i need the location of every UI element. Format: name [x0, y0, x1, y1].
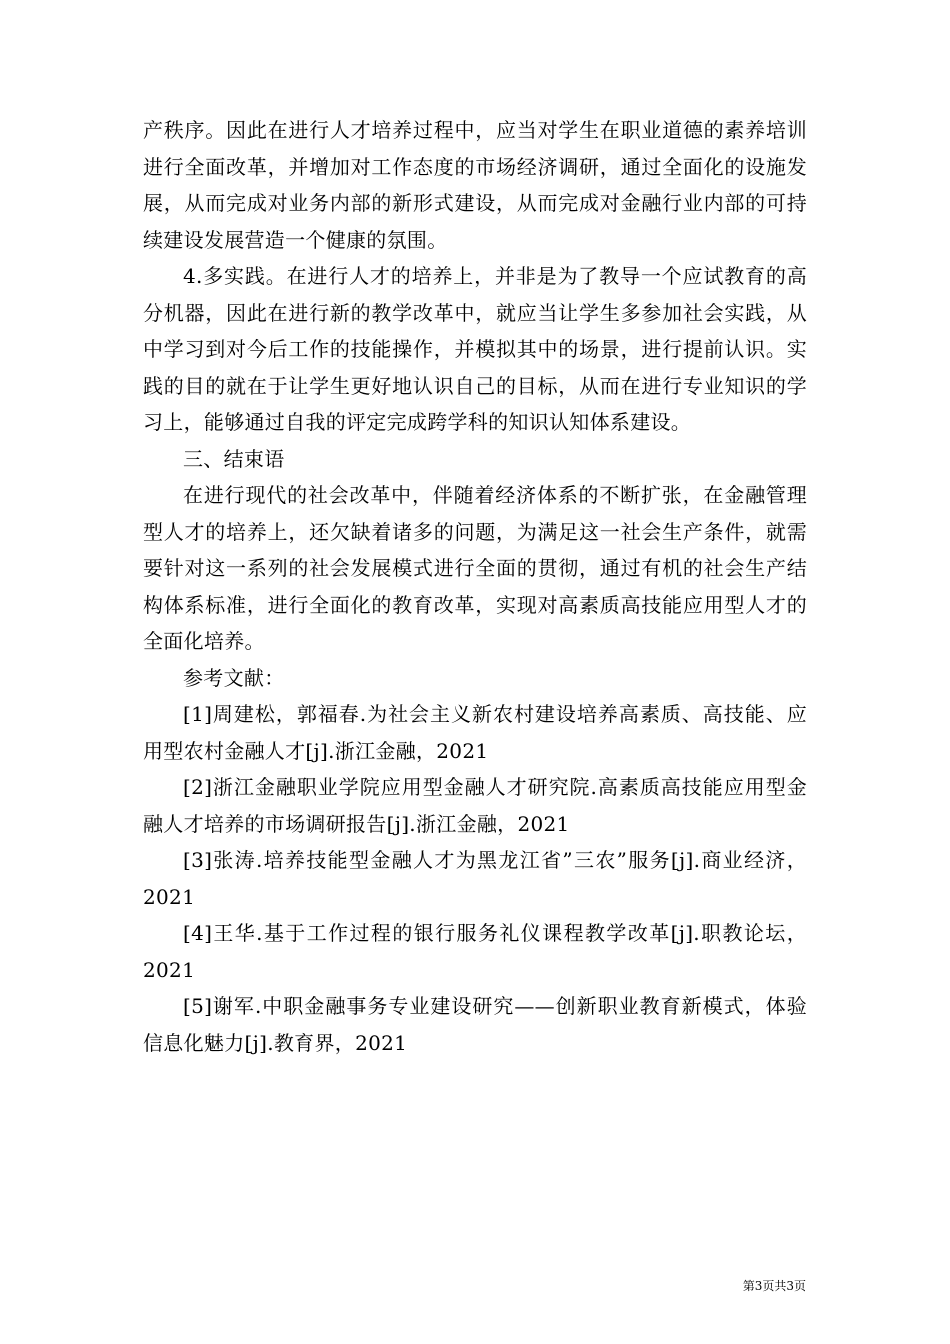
paragraph-continuation: 产秩序。因此在进行人才培养过程中，应当对学生在职业道德的素养培训进行全面改革，并增加对工作态度的市场经济调研，通过全面化的设施发展，从而完成对业务内部的新形式建设，从而完成对金融行业内部的可持续建设发展营造一个健康的氛围。 — [143, 118, 807, 252]
document-body — [143, 112, 807, 1061]
reference-item: [1]周建松，郭福春.为社会主义新农村建设培养高素质、高技能、应用型农村金融人才[j].浙江金融，2021 — [143, 702, 807, 763]
reference-item: [5]谢军.中职金融事务专业建设研究——创新职业教育新模式，体验信息化魅力[j].教育界，2021 — [143, 994, 807, 1055]
reference-item: [4]王华.基于工作过程的银行服务礼仪课程教学改革[j].职教论坛，2021 — [143, 921, 807, 982]
paragraph-practice: 4.多实践。在进行人才的培养上，并非是为了教导一个应试教育的高分机器，因此在进行新的教学改革中，就应当让学生多参加社会实践，从中学习到对今后工作的技能操作，并模拟其中的场景，进行提前认识。实践的目的就在于让学生更好地认识自己的目标，从而在进行专业知识的学习上，能够通过自我的评定完成跨学科的知识认知体系建设。 — [143, 264, 807, 434]
reference-item: [3]张涛.培养技能型金融人才为黑龙江省”三农”服务[j].商业经济，2021 — [143, 848, 807, 909]
section-heading-references: 参考文献： — [183, 665, 285, 690]
page-number-footer: 第3页共3页 — [742, 1279, 806, 1293]
section-heading-conclusion: 三、结束语 — [183, 446, 285, 471]
reference-item: [2]浙江金融职业学院应用型金融人才研究院.高素质高技能应用型金融人才培养的市场调研报告[j].浙江金融，2021 — [143, 775, 807, 836]
paragraph-conclusion: 在进行现代的社会改革中，伴随着经济体系的不断扩张，在金融管理型人才的培养上，还欠缺着诸多的问题，为满足这一社会生产条件，就需要针对这一系列的社会发展模式进行全面的贯彻，通过有机的社会生产结构体系标准，进行全面化的教育改革，实现对高素质高技能应用型人才的全面化培养。 — [143, 483, 807, 653]
